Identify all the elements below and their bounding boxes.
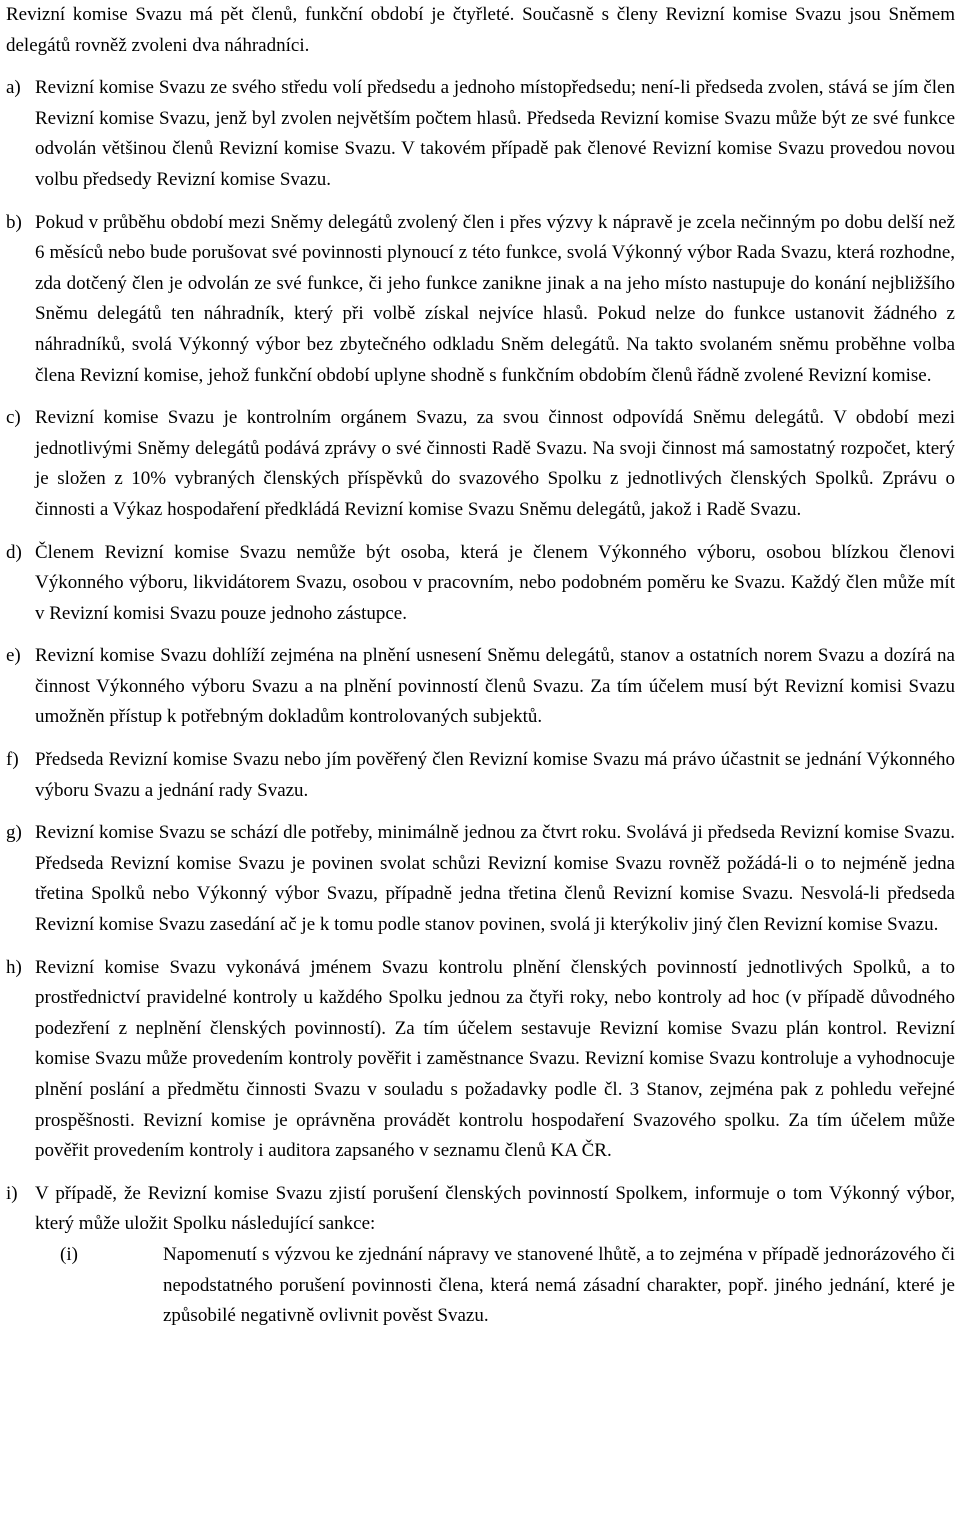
list-label: b)	[6, 211, 22, 233]
list-item-h	[6, 953, 955, 1167]
list-label: i)	[6, 1182, 18, 1204]
list-item-i	[6, 1179, 955, 1240]
list-text: Revizní komise Svazu ze svého středu volí předsedu a jednoho místopředsedu; není-li předseda zvolen, stává se jím člen Revizní komise Svazu, jenž byl zvolen největším počtem hlasů. Předseda Revizní komise Svazu může být ze své funkce odvolán většinou členů Revizní komise Svazu. V takovém případě pak členové Revizní komise Svazu provedou novou volbu předsedy Revizní komise Svazu.	[35, 77, 955, 190]
list-item-a	[6, 73, 955, 195]
list-label: f)	[6, 749, 19, 771]
list-item-c	[6, 403, 955, 525]
list-label: g)	[6, 822, 22, 844]
list-text: Revizní komise Svazu dohlíží zejména na plnění usnesení Sněmu delegátů, stanov a ostatních norem Svazu a dozírá na činnost Výkonného výboru Svazu a na plnění povinností členů Svazu. Za tím účelem musí být Revizní komisi Svazu umožněn přístup k potřebným dokladům kontrolovaných subjektů.	[35, 645, 955, 728]
sub-list-label: (i)	[60, 1243, 78, 1265]
list-item-d	[6, 538, 955, 630]
list-text: V případě, že Revizní komise Svazu zjistí porušení členských povinností Spolkem, informuje o tom Výkonný výbor, který může uložit Spolku následující sankce:	[35, 1182, 955, 1235]
list-item-e	[6, 641, 955, 733]
list-text: Pokud v průběhu období mezi Sněmy delegátů zvolený člen i přes výzvy k nápravě je zcela nečinným po dobu delší než 6 měsíců nebo bude porušovat své povinnosti plynoucí z této funkce, svolá Výkonný výbor Rada Svazu, která rozhodne, zda dotčený člen je odvolán ze své funkce, či jeho funkce zanikne jinak a na jeho místo nastupuje do konání nejbližšího Sněmu delegátů ten náhradník, který při volbě získal nejvíce hlasů. Pokud nelze do funkce ustanovit žádného z náhradníků, svolá Výkonný výbor bez zbytečného odkladu Sněm delegátů. Na takto svolaném sněmu proběhne volba člena Revizní komise, jehož funkční období uplyne shodně s funkčním obdobím členů řádně zvolené Revizní komise.	[35, 211, 955, 386]
list-text: Předseda Revizní komise Svazu nebo jím pověřený člen Revizní komise Svazu má právo účastnit se jednání Výkonného výboru Svazu a jednání rady Svazu.	[35, 749, 955, 801]
list-item-b	[6, 208, 955, 392]
list-text: Revizní komise Svazu vykonává jménem Svazu kontrolu plnění členských povinností jednotlivých Spolků, a to prostřednictví pravidelné kontroly u každého Spolku jednou za čtyři roky, nebo kontroly ad hoc (v případě důvodného podezření z neplnění členských povinností). Za tím účelem sestavuje Revizní komise Svazu plán kontrol. Revizní komise Svazu může provedením kontroly pověřit i zaměstnance Svazu. Revizní komise Svazu kontroluje a vyhodnocuje plnění poslání a předmětu činnosti Svazu v souladu s požadavky podle čl. 3 Stanov, zejména pak z pohledu veřejné prospěšnosti. Revizní komise je oprávněna provádět kontrolu hospodaření Svazového spolku. Za tím účelem může pověřit provedením kontroly i auditora zapsaného v seznamu členů KA ČR.	[35, 956, 955, 1162]
list-text: Revizní komise Svazu je kontrolním orgánem Svazu, za svou činnost odpovídá Sněmu delegátů. V období mezi jednotlivými Sněmy delegátů podává zprávy o své činnosti Radě Svazu. Na svoji činnost má samostatný rozpočet, který je složen z 10% vybraných členských příspěvků do svazového Spolku z jednotlivých členských Spolků. Zprávu o činnosti a Výkaz hospodaření předkládá Revizní komise Svazu Sněmu delegátů, jakož i Radě Svazu.	[35, 407, 955, 520]
list-label: c)	[6, 407, 21, 429]
list-label: h)	[6, 956, 22, 978]
list-item-f	[6, 745, 955, 806]
list-text: Členem Revizní komise Svazu nemůže být osoba, která je členem Výkonného výboru, osobou blízkou členovi Výkonného výboru, likvidátorem Svazu, osobou v pracovním, nebo podobném poměru ke Svazu. Každý člen může mít v Revizní komisi Svazu pouze jednoho zástupce.	[35, 541, 955, 624]
list-text: Revizní komise Svazu se schází dle potřeby, minimálně jednou za čtvrt roku. Svolává ji předseda Revizní komise Svazu. Předseda Revizní komise Svazu je povinen svolat schůzi Revizní komise Svazu rovněž požádá-li o to nejméně jedna třetina Spolků nebo Výkonný výbor Svazu, případně jedna třetina členů Revizní komise Svazu. Nesvolá-li předseda Revizní komise Svazu zasedání ač je k tomu podle stanov povinen, svolá ji kterýkoliv jiný člen Revizní komise Svazu.	[35, 822, 955, 936]
list-item-g	[6, 818, 955, 940]
list-label: d)	[6, 541, 22, 563]
intro-paragraph: Revizní komise Svazu má pět členů, funkční období je čtyřleté. Současně s členy Revizní komise Svazu jsou Sněmem delegátů rovněž zvoleni dva náhradníci.	[6, 4, 955, 56]
list-label: a)	[6, 77, 21, 99]
list-label: e)	[6, 645, 21, 667]
sub-list-text: Napomenutí s výzvou ke zjednání nápravy ve stanovené lhůtě, a to zejména v případě jednorázového či nepodstatného porušení povinnosti člena, která nemá zásadní charakter, popř. jiného jednání, které je způsobilé negativně ovlivnit pověst Svazu.	[163, 1243, 955, 1327]
sub-list-item-i	[6, 1240, 955, 1332]
